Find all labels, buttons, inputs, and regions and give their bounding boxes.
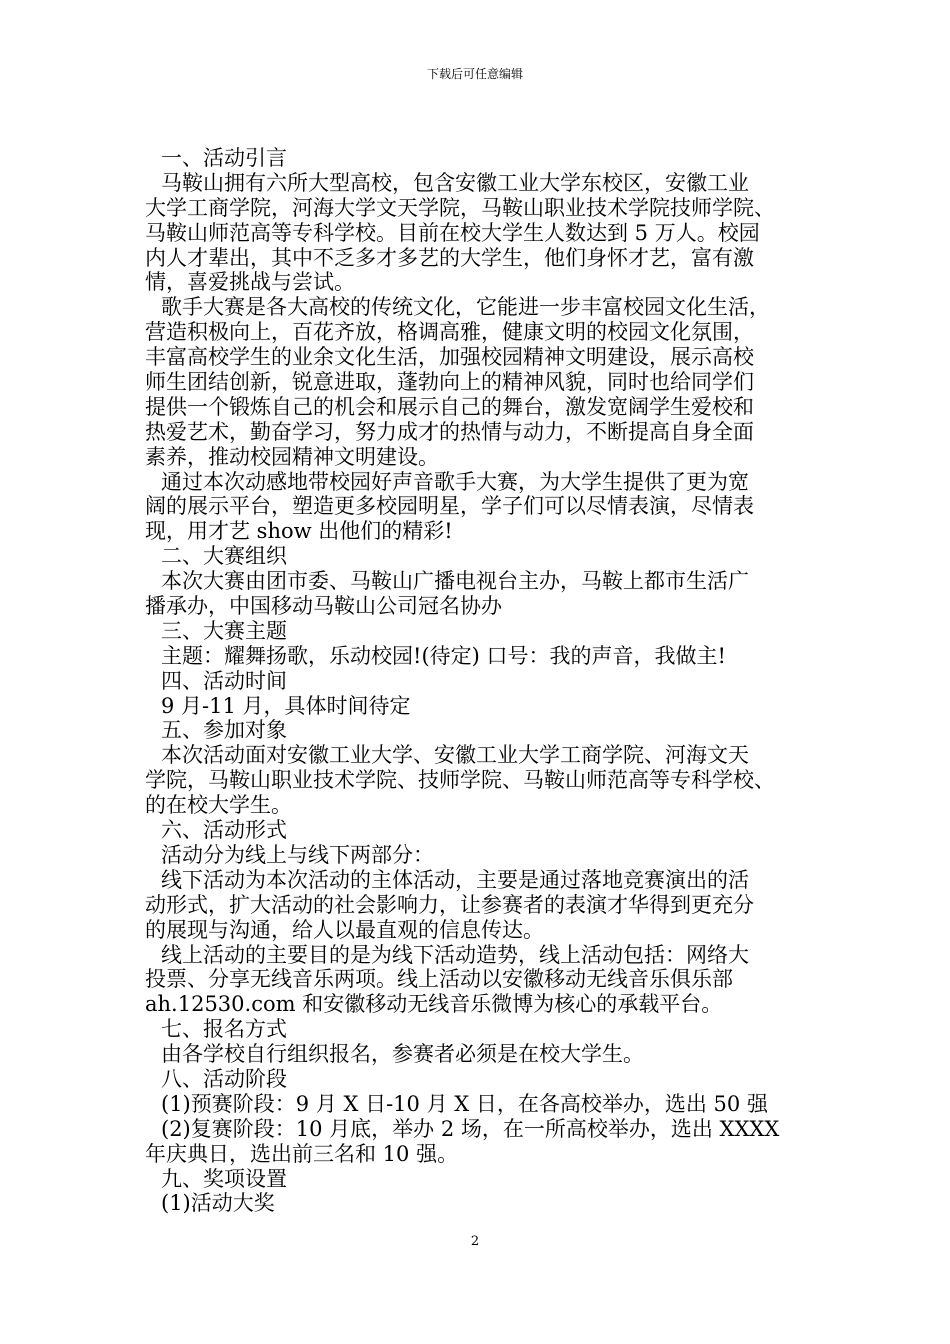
text-line: 大学工商学院，河海大学文天学院，马鞍山职业技术学院技师学院、 <box>145 195 775 220</box>
text-line: 二、大赛组织 <box>161 544 287 569</box>
text-line: 的展现与沟通，给人以最直观的信息传达。 <box>145 917 544 942</box>
page-header: 下载后可任意编辑 <box>426 67 523 81</box>
text-line: 投票、分享无线音乐两项。线上活动以安徽移动无线音乐俱乐部 <box>145 967 733 992</box>
text-line: 由各学校自行组织报名，参赛者必须是在校大学生。 <box>161 1042 644 1067</box>
text-line: 阔的展示平台，塑造更多校园明星，学子们可以尽情表演，尽情表 <box>145 494 754 519</box>
document-body <box>145 146 810 1216</box>
text-line: 通过本次动感地带校园好声音歌手大赛，为大学生提供了更为宽 <box>161 469 749 494</box>
text-line: ah.12530.com 和安徽移动无线音乐微博为核心的承载平台。 <box>145 992 723 1017</box>
text-line: 的在校大学生。 <box>145 793 292 818</box>
text-line: 内人才辈出，其中不乏多才多艺的大学生，他们身怀才艺，富有激 <box>145 245 754 270</box>
text-line: 八、活动阶段 <box>161 1066 287 1091</box>
text-line: (2)复赛阶段：10 月底，举办 2 场，在一所高校举办，选出 XXXX <box>161 1116 780 1141</box>
text-line: (1)活动大奖 <box>161 1191 275 1216</box>
text-line: 一、活动引言 <box>161 146 287 170</box>
text-line: 线上活动的主要目的是为线下活动造势，线上活动包括：网络大 <box>161 942 749 967</box>
text-line: 活动分为线上与线下两部分： <box>161 842 434 867</box>
text-line: 素养，推动校园精神文明建设。 <box>145 444 439 469</box>
text-line: 马鞍山师范高等专科学校。目前在校大学生人数达到 5 万人。校园 <box>145 220 760 245</box>
text-line: 三、大赛主题 <box>161 618 287 643</box>
text-line: 主题：耀舞扬歌，乐动校园!(待定) 口号：我的声音，我做主! <box>161 643 726 668</box>
text-line: 歌手大赛是各大高校的传统文化，它能进一步丰富校园文化生活， <box>161 295 770 320</box>
text-line: 本次活动面对安徽工业大学、安徽工业大学工商学院、河海文天 <box>161 743 749 768</box>
text-line: 线下活动为本次活动的主体活动，主要是通过落地竞赛演出的活 <box>161 867 749 892</box>
text-line: 9 月-11 月，具体时间待定 <box>161 693 411 718</box>
text-line: 六、活动形式 <box>161 818 287 843</box>
text-line: 热爱艺术，勤奋学习，努力成才的热情与动力，不断提高自身全面 <box>145 419 754 444</box>
text-line: 情，喜爱挑战与尝试。 <box>145 270 355 295</box>
text-line: 马鞍山拥有六所大型高校，包含安徽工业大学东校区，安徽工业 <box>161 170 749 195</box>
text-line: 五、参加对象 <box>161 718 287 743</box>
text-line: 七、报名方式 <box>161 1017 287 1042</box>
text-line: 现，用才艺 show 出他们的精彩! <box>145 519 453 544</box>
text-line: 四、活动时间 <box>161 668 287 693</box>
text-line: 九、奖项设置 <box>161 1166 287 1191</box>
text-line: 丰富高校学生的业余文化生活，加强校园精神文明建设，展示高校 <box>145 345 754 370</box>
text-line: 学院，马鞍山职业技术学院、技师学院、马鞍山师范高等专科学校、 <box>145 768 775 793</box>
text-line: 年庆典日，选出前三名和 10 强。 <box>145 1141 459 1166</box>
text-line: 播承办，中国移动马鞍山公司冠名协办 <box>145 594 502 619</box>
text-line: 本次大赛由团市委、马鞍山广播电视台主办，马鞍上都市生活广 <box>161 569 749 594</box>
text-line: 师生团结创新，锐意进取，蓬勃向上的精神风貌，同时也给同学们 <box>145 370 754 395</box>
text-line: 营造积极向上，百花齐放，格调高雅，健康文明的校园文化氛围， <box>145 320 754 345</box>
text-line: 提供一个锻炼自己的机会和展示自己的舞台，激发宽阔学生爱校和 <box>145 394 754 419</box>
text-line: (1)预赛阶段：9 月 X 日-10 月 X 日，在各高校举办，选出 50 强 <box>161 1091 768 1116</box>
text-line: 动形式，扩大活动的社会影响力，让参赛者的表演才华得到更充分 <box>145 892 754 917</box>
page-number: 2 <box>470 1234 480 1249</box>
